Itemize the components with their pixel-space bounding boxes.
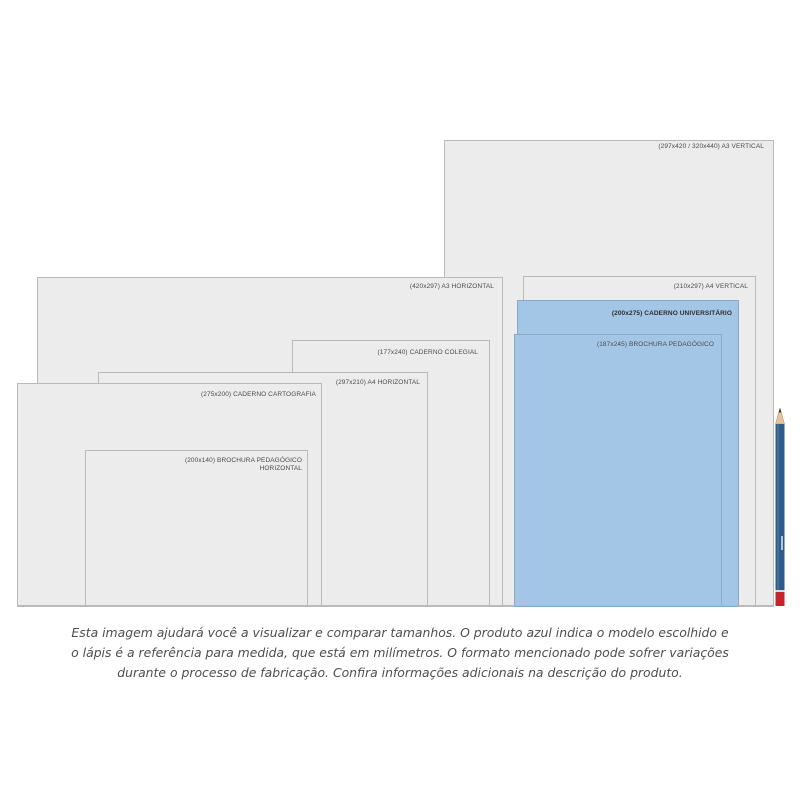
label-a4-horizontal: (297x210) A4 HORIZONTAL [335, 379, 420, 386]
label-caderno-colegial: (177x240) CADERNO COLEGIAL [377, 349, 478, 356]
label-a3-vertical: (297x420 / 320x440) A3 VERTICAL [658, 143, 764, 150]
sheet-brochura-pedagogico [514, 334, 722, 607]
caption-line-1: Esta imagem ajudará você a visualizar e comparar tamanhos. O produto azul indica o modelo escolhido e [71, 625, 729, 640]
label-brochura-pedagogico-horizontal: (200x140) BROCHURA PEDAGÓGICO HORIZONTAL [184, 457, 302, 472]
label-a3-horizontal: (420x297) A3 HORIZONTAL [409, 283, 494, 290]
sheet-brochura-pedagogico-horizontal [85, 450, 308, 607]
caption-line-2: o lápis é a referência para medida, que está em milímetros. O formato mencionado pode sofrer variações [71, 645, 729, 660]
label-caderno-universitario: (200x275) CADERNO UNIVERSITÁRIO [611, 310, 732, 317]
baseline [17, 605, 773, 606]
caption-line-3: durante o processo de fabricação. Confira informações adicionais na descrição do produto. [117, 665, 683, 680]
label-a4-vertical: (210x297) A4 VERTICAL [673, 283, 748, 290]
caption [40, 623, 760, 683]
label-brochura-pedagogico: (187x245) BROCHURA PEDAGÓGICO [596, 341, 714, 348]
pencil-icon [774, 408, 786, 606]
label-caderno-cartografia: (275x200) CADERNO CARTOGRAFIA [201, 391, 316, 398]
